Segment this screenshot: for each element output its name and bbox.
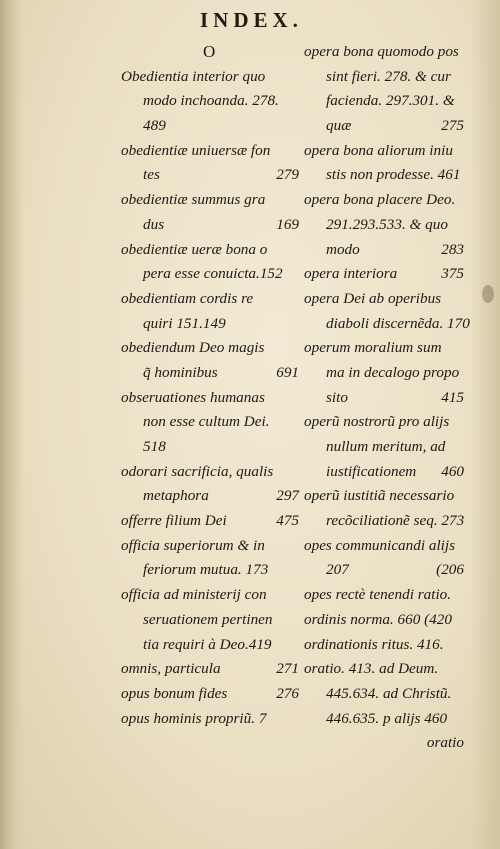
entry-text: opera interiora [304, 265, 398, 283]
entry-text: recõciliationẽ seq. 273 [326, 512, 465, 530]
index-entry [304, 608, 464, 633]
entry-text: modo [326, 240, 360, 258]
index-entry [304, 139, 464, 164]
index-entry [304, 40, 464, 65]
index-entry-continuation [304, 312, 470, 337]
page-header: INDEX. [200, 8, 303, 32]
entry-text: 207 [326, 561, 349, 579]
index-entry [121, 707, 299, 732]
index-entry [121, 238, 299, 263]
entry-text: ordinis norma. 660 (420 [304, 610, 452, 628]
entry-text: iustificationem [326, 462, 417, 480]
catchword [304, 731, 464, 756]
index-entry [121, 509, 299, 534]
index-entry [121, 657, 299, 682]
page-reference: 275 [441, 117, 464, 135]
index-entry [304, 336, 464, 361]
page-reference: 297 [276, 487, 299, 505]
index-entry [304, 583, 464, 608]
index-column-left [121, 40, 299, 731]
index-entry-continuation [304, 707, 464, 732]
entry-text: odorari sacrificia, qualis [121, 462, 274, 480]
entry-text: pera esse conuicta.152 [143, 265, 283, 283]
entry-text: operum moralium sum [304, 339, 442, 357]
entry-text: feriorum mutua. 173 [143, 561, 269, 579]
entry-text: modo inchoanda. 278. [143, 92, 279, 110]
entry-text: quiri 151.149 [143, 314, 226, 332]
entry-text: operũ nostrorũ pro alijs [304, 413, 450, 431]
index-entry-continuation [304, 238, 464, 263]
index-entry-continuation [121, 89, 299, 114]
entry-text: opera bona aliorum iniu [304, 141, 453, 159]
entry-text: 291.293.533. & quo [326, 215, 448, 233]
entry-text: seruationem pertinen [143, 610, 273, 628]
page-reference: 169 [276, 215, 299, 233]
entry-text: 518 [143, 438, 166, 455]
page-reference: 271 [276, 660, 299, 678]
entry-text: officia ad ministerij con [121, 586, 267, 604]
index-entry [121, 460, 299, 485]
entry-text: omnis, particula [121, 660, 221, 678]
entry-text: officia superiorum & in [121, 536, 265, 554]
entry-text: q̃ hominibus [143, 363, 218, 381]
index-entry-continuation [304, 89, 464, 114]
entry-text: sint fieri. 278. & cur [326, 67, 451, 85]
index-entry-continuation [304, 558, 464, 583]
page-reference: 283 [441, 240, 464, 258]
entry-text: nullum meritum, ad [326, 438, 446, 455]
page-reference: 415 [441, 388, 464, 406]
entry-text: obedientiam cordis re [121, 289, 254, 307]
entry-text: obedientiæ ueræ bona o [121, 240, 268, 258]
index-entry-continuation [304, 361, 464, 386]
entry-text: 446.635. p alijs 460 [326, 709, 448, 727]
index-entry-continuation [121, 633, 299, 658]
index-entry-continuation [121, 608, 299, 633]
index-entry [304, 484, 464, 509]
index-column-right [304, 40, 470, 756]
entry-text: oratio [426, 734, 464, 752]
entry-text: 489 [143, 117, 166, 135]
index-entry [304, 657, 464, 682]
entry-text: ma in decalogo propo [326, 363, 460, 381]
index-entry-continuation [304, 213, 464, 238]
entry-text: Obedientia interior quo [121, 67, 266, 85]
entry-text: dus [143, 215, 165, 233]
index-entry-continuation [304, 114, 464, 139]
index-entry [304, 410, 464, 435]
entry-text: O [203, 42, 216, 61]
index-entry [121, 287, 299, 312]
entry-text: quæ [326, 117, 352, 135]
entry-text: metaphora [143, 487, 209, 505]
page-reference: (206 [436, 561, 464, 579]
entry-text: tia requiri à Deo.419 [143, 635, 272, 653]
index-entry-continuation [304, 682, 464, 707]
entry-text: diaboli discernẽda. 170 [326, 314, 470, 332]
entry-text: non esse cultum Dei. [143, 413, 270, 431]
entry-text: obedientiæ summus gra [121, 191, 266, 209]
entry-text: oratio. 413. ad Deum. [304, 660, 439, 678]
index-entry-continuation [121, 484, 299, 509]
index-entry-continuation [121, 435, 299, 460]
entry-text: opera bona placere Deo. [304, 191, 456, 209]
page-reference: 279 [276, 166, 299, 184]
index-entry [304, 534, 464, 559]
index-entry-continuation [304, 509, 464, 534]
page-edge-shadow [470, 0, 500, 849]
page-reference: 475 [276, 512, 299, 530]
index-entry [121, 188, 299, 213]
entry-text: obediendum Deo magis [121, 339, 265, 357]
page-reference: 375 [441, 265, 464, 283]
index-entry-continuation [304, 163, 464, 188]
index-entry [121, 65, 299, 90]
index-entry [304, 633, 464, 658]
page-reference: 276 [276, 684, 299, 702]
page-reference: 691 [276, 363, 299, 381]
index-entry [121, 386, 299, 411]
index-entry [121, 583, 299, 608]
index-entry [304, 287, 464, 312]
entry-text: opus bonum fides [121, 684, 228, 702]
index-entry [304, 262, 464, 287]
section-letter [121, 40, 299, 65]
entry-text: opus hominis propriũ. 7 [121, 709, 267, 727]
index-entry [121, 682, 299, 707]
index-entry-continuation [304, 460, 464, 485]
entry-text: facienda. 297.301. & [326, 92, 455, 110]
index-entry [304, 188, 464, 213]
entry-text: sito [326, 388, 348, 406]
index-entry-continuation [121, 114, 299, 139]
entry-text: ordinationis ritus. 416. [304, 635, 444, 653]
page-reference: 460 [441, 462, 464, 480]
entry-text: obedientiæ uniuersæ fon [121, 141, 271, 159]
page-gutter-shadow [0, 0, 24, 849]
index-entry-continuation [121, 312, 299, 337]
ink-stain [482, 285, 494, 303]
entry-text: opera Dei ab operibus [304, 289, 442, 307]
index-entry-continuation [121, 262, 299, 287]
entry-text: obseruationes humanas [121, 388, 265, 406]
entry-text: stis non prodesse. 461 [326, 166, 461, 184]
index-entry [121, 139, 299, 164]
entry-text: opera bona quomodo pos [304, 43, 459, 60]
index-entry-continuation [121, 361, 299, 386]
index-entry-continuation [121, 163, 299, 188]
entry-text: 445.634. ad Christũ. [326, 684, 452, 702]
index-entry-continuation [121, 558, 299, 583]
entry-text: operũ iustitiã necessario [304, 487, 455, 505]
index-entry [121, 534, 299, 559]
entry-text: opes communicandi alijs [304, 536, 456, 554]
index-entry-continuation [121, 410, 299, 435]
index-entry-continuation [304, 435, 464, 460]
index-entry-continuation [304, 386, 464, 411]
index-entry-continuation [121, 213, 299, 238]
index-entry [121, 336, 299, 361]
entry-text: opes rectè tenendi ratio. [304, 586, 452, 604]
entry-text: tes [143, 166, 160, 184]
entry-text: offerre filium Dei [121, 512, 227, 530]
index-entry-continuation [304, 65, 464, 90]
